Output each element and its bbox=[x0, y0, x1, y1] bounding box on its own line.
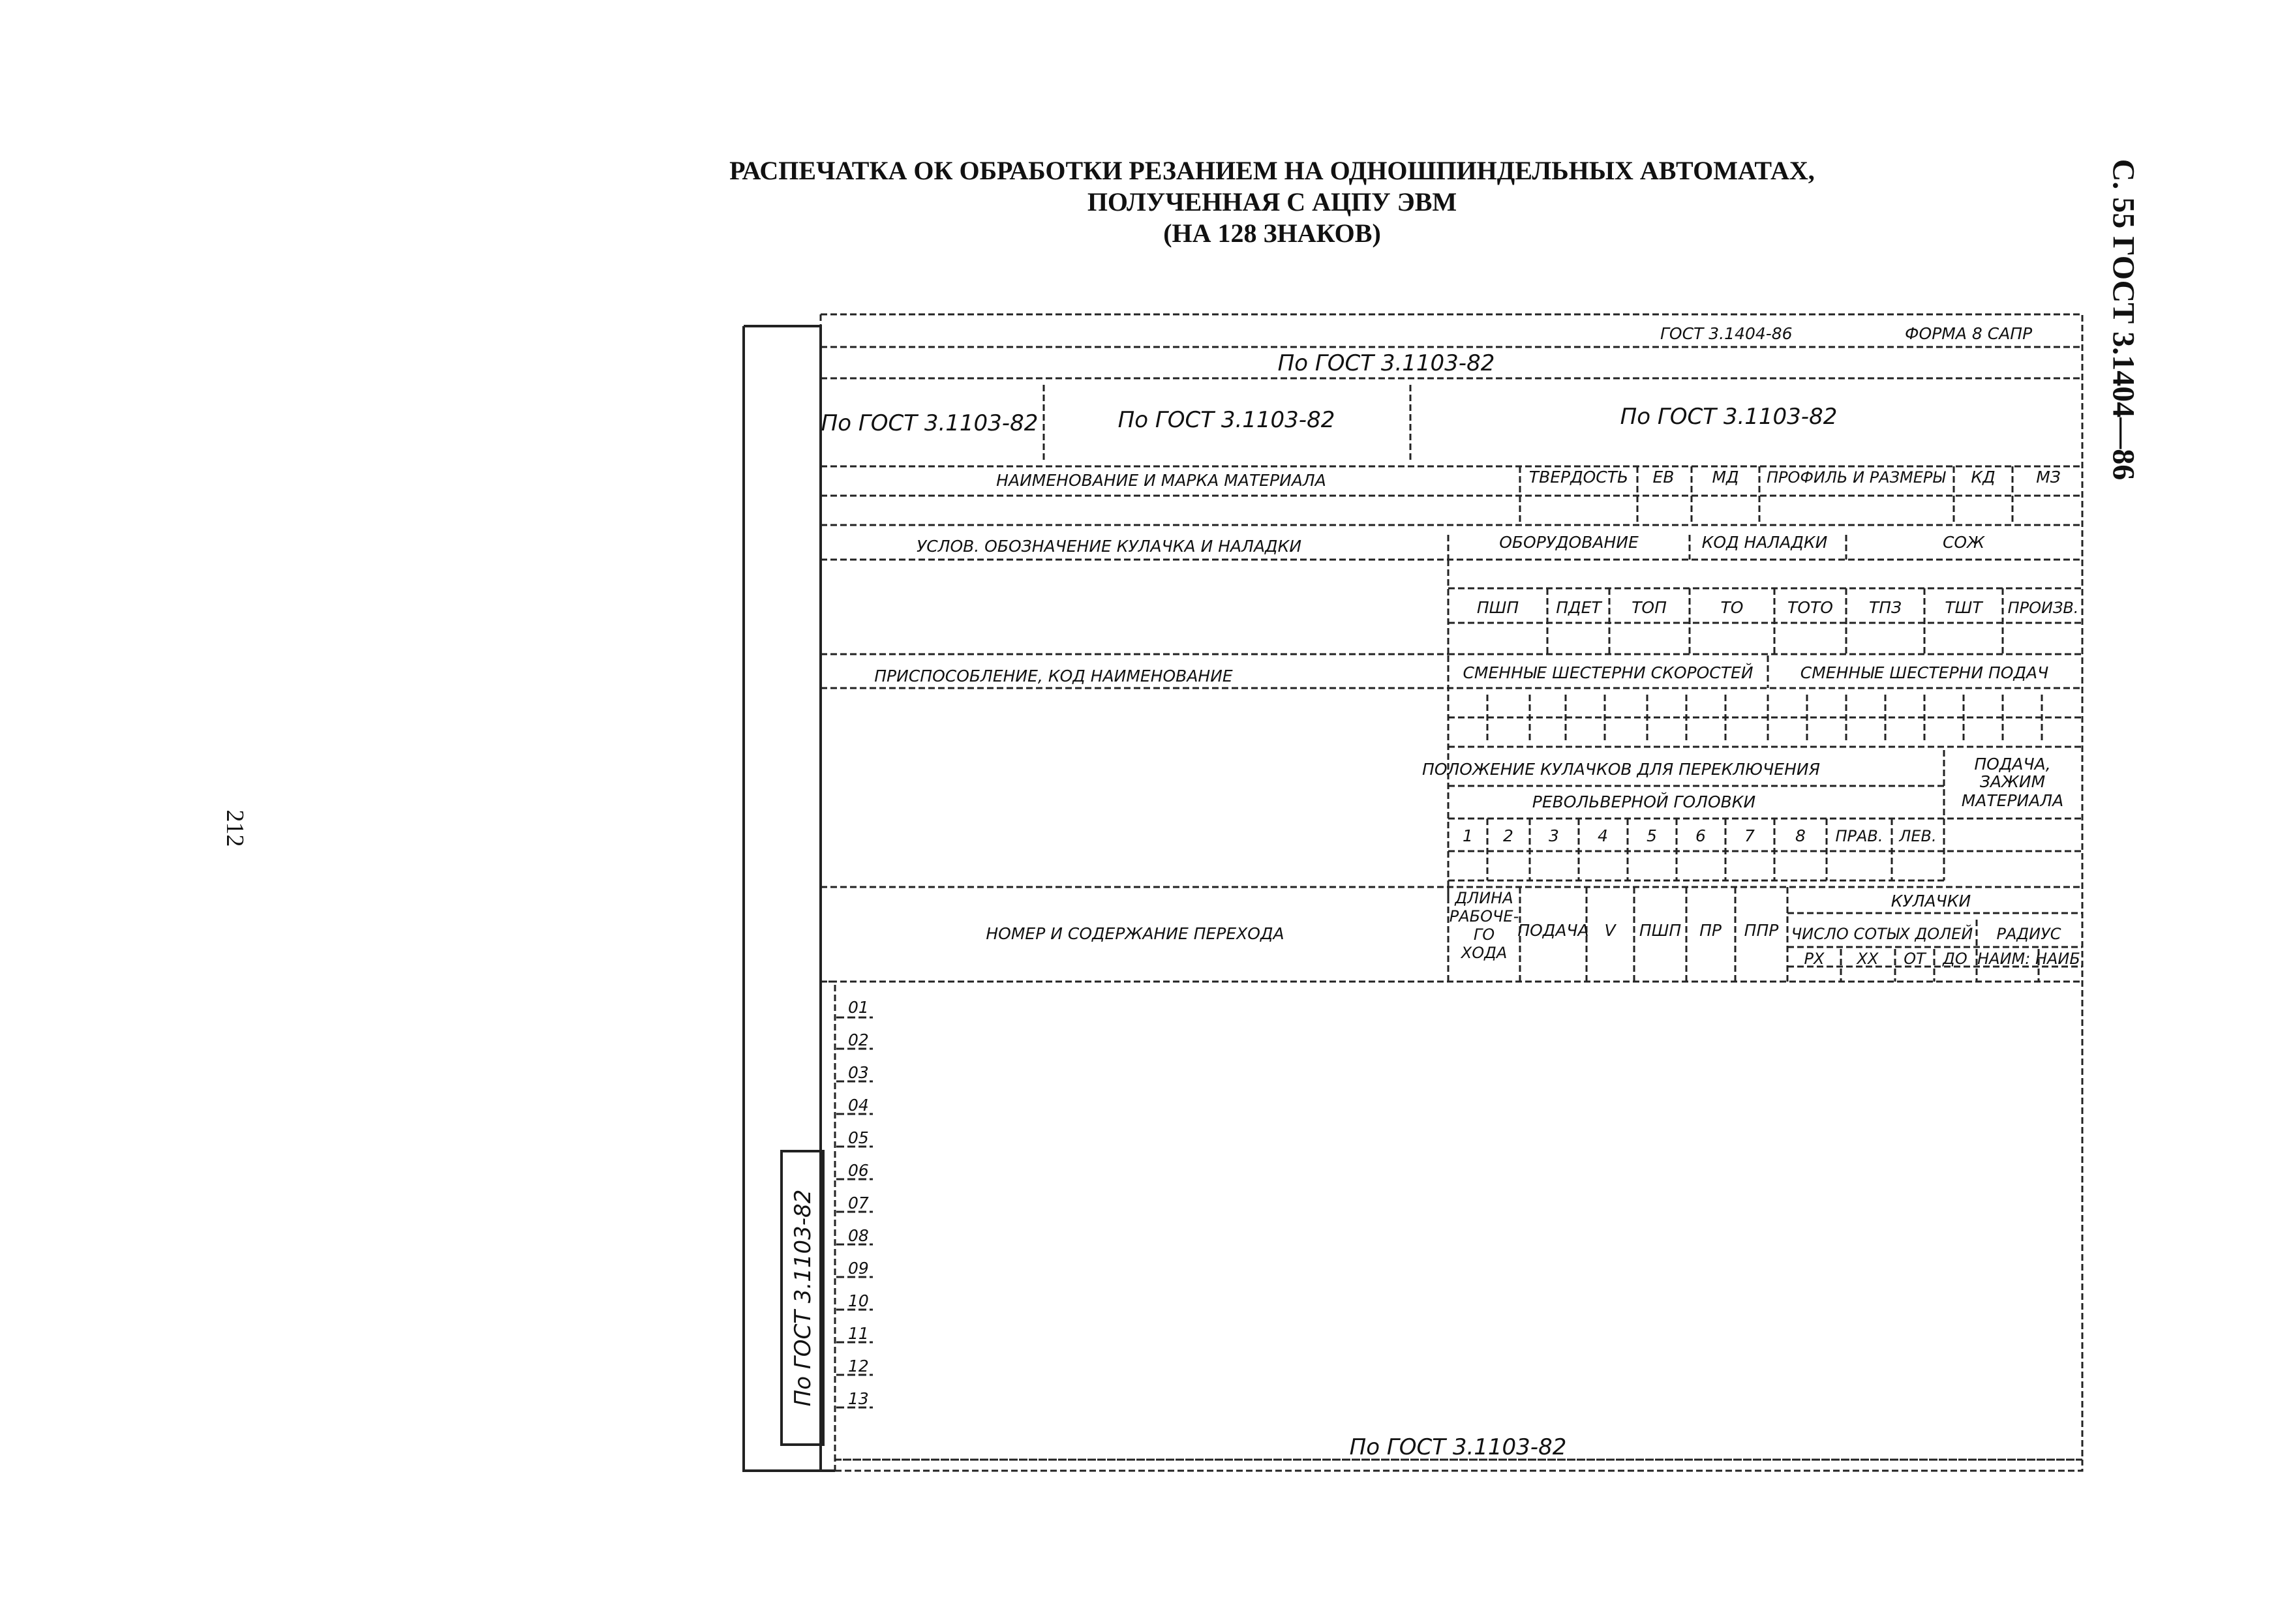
xx-label: ХХ bbox=[1857, 950, 1879, 968]
kd-label: КД bbox=[1971, 468, 1996, 487]
title-line-2: ПОЛУЧЕННАЯ С АЦПУ ЭВМ bbox=[1087, 187, 1457, 217]
right-label: ПРАВ. bbox=[1835, 827, 1883, 845]
title-line-1: РАСПЕЧАТКА ОК ОБРАБОТКИ РЕЗАНИЕМ НА ОДНОШПИНДЕЛЬНЫХ АВТОМАТАХ, bbox=[729, 156, 1815, 185]
fixture-label: ПРИСПОСОБЛЕНИЕ, КОД НАИМЕНОВАНИЕ bbox=[874, 667, 1233, 685]
feed-clamp-line-2: ЗАЖИМ bbox=[1979, 772, 2046, 791]
top-label: ТОП bbox=[1632, 598, 1667, 617]
position-5: 5 bbox=[1647, 826, 1657, 845]
speed-gears-label: СМЕННЫЕ ШЕСТЕРНИ СКОРОСТЕЙ bbox=[1463, 663, 1754, 682]
ev-label: ЕВ bbox=[1652, 468, 1675, 487]
hardness-label: ТВЕРДОСТЬ bbox=[1528, 468, 1629, 487]
row-number: 02 bbox=[848, 1030, 869, 1049]
position-7: 7 bbox=[1744, 826, 1755, 845]
cam-designation-label: УСЛОВ. ОБОЗНАЧЕНИЕ КУЛАЧКА И НАЛАДКИ bbox=[916, 537, 1302, 556]
ref-block-1: По ГОСТ 3.1103-82 bbox=[821, 410, 1039, 436]
radius-label: РАДИУС bbox=[1996, 925, 2061, 943]
position-8: 8 bbox=[1795, 826, 1806, 845]
row-number: 11 bbox=[848, 1324, 869, 1343]
cam-position-line-1: ПОЛОЖЕНИЕ КУЛАЧКОВ ДЛЯ ПЕРЕКЛЮЧЕНИЯ bbox=[1422, 760, 1820, 779]
feed-gears-label: СМЕННЫЕ ШЕСТЕРНИ ПОДАЧ bbox=[1800, 663, 2049, 682]
position-3: 3 bbox=[1549, 826, 1559, 845]
position-2: 2 bbox=[1503, 826, 1513, 845]
feed-label: ПОДАЧА bbox=[1517, 921, 1589, 940]
md-label: МД bbox=[1712, 468, 1739, 487]
row-number: 03 bbox=[848, 1063, 869, 1082]
row-number: 07 bbox=[848, 1194, 869, 1212]
cams-label: КУЛАЧКИ bbox=[1891, 892, 1971, 910]
stroke-line-4: ХОДА bbox=[1461, 944, 1508, 962]
feed-clamp-line-1: ПОДАЧА, bbox=[1974, 755, 2051, 774]
equipment-label: ОБОРУДОВАНИЕ bbox=[1499, 533, 1639, 552]
row-number: 13 bbox=[848, 1389, 869, 1408]
row-number: 10 bbox=[848, 1291, 869, 1310]
ref-block-3: По ГОСТ 3.1103-82 bbox=[1620, 404, 1838, 430]
row-number: 08 bbox=[848, 1226, 869, 1245]
v-label: V bbox=[1604, 921, 1616, 940]
row-number: 01 bbox=[848, 998, 869, 1017]
ppr-label: ППР bbox=[1744, 921, 1779, 940]
productivity-label: ПРОИЗВ. bbox=[2007, 599, 2079, 617]
header-gost: ГОСТ 3.1404-86 bbox=[1660, 324, 1793, 343]
to-range-label: ДО bbox=[1943, 950, 1967, 968]
tpz-label: ТПЗ bbox=[1868, 598, 1902, 617]
pshp-label: ПШП bbox=[1476, 598, 1519, 617]
mz-label: МЗ bbox=[2036, 468, 2061, 487]
feed-clamp-line-3: МАТЕРИАЛА bbox=[1961, 791, 2064, 810]
position-1: 1 bbox=[1463, 826, 1473, 845]
standard-code: С. 55 ГОСТ 3.1404—86 bbox=[2106, 158, 2141, 481]
toto-label: ТОТО bbox=[1787, 598, 1833, 617]
rx-label: РХ bbox=[1804, 950, 1825, 968]
coolant-label: СОЖ bbox=[1942, 533, 1985, 552]
position-6: 6 bbox=[1695, 826, 1706, 845]
ref-top: По ГОСТ 3.1103-82 bbox=[1277, 350, 1495, 376]
row-number: 09 bbox=[848, 1259, 869, 1278]
row-number: 05 bbox=[848, 1128, 869, 1147]
binding-strip bbox=[744, 326, 835, 1471]
stroke-line-3: ГО bbox=[1473, 925, 1495, 944]
ref-side-stamp: По ГОСТ 3.1103-82 bbox=[790, 1189, 816, 1407]
row-number: 06 bbox=[848, 1161, 869, 1180]
left-label: ЛЕВ. bbox=[1899, 827, 1937, 845]
title-line-3: (НА 128 ЗНАКОВ) bbox=[1163, 218, 1381, 248]
radius-min-max-label: НАИМ: НАИБ bbox=[1977, 950, 2080, 968]
pr-label: ПР bbox=[1699, 921, 1722, 940]
row-number: 12 bbox=[848, 1357, 869, 1376]
position-4: 4 bbox=[1598, 826, 1608, 845]
material-name-label: НАИМЕНОВАНИЕ И МАРКА МАТЕРИАЛА bbox=[996, 471, 1326, 490]
row-number: 04 bbox=[848, 1096, 869, 1115]
tsht-label: ТШТ bbox=[1945, 598, 1982, 617]
ref-block-2: По ГОСТ 3.1103-82 bbox=[1117, 407, 1335, 433]
page-number: 212 bbox=[221, 809, 249, 847]
ref-bottom: По ГОСТ 3.1103-82 bbox=[1349, 1434, 1567, 1460]
stroke-line-1: ДЛИНА bbox=[1455, 889, 1513, 907]
to-label: ТО bbox=[1720, 598, 1744, 617]
pshp-op-label: ПШП bbox=[1639, 921, 1682, 940]
pdet-label: ПДЕТ bbox=[1556, 598, 1602, 617]
hundredths-label: ЧИСЛО СОТЫХ ДОЛЕЙ bbox=[1791, 925, 1973, 943]
setup-code-label: КОД НАЛАДКИ bbox=[1701, 533, 1828, 552]
header-form: ФОРМА 8 САПР bbox=[1905, 324, 2033, 343]
from-label: ОТ bbox=[1904, 950, 1926, 968]
profile-label: ПРОФИЛЬ И РАЗМЕРЫ bbox=[1766, 468, 1946, 487]
cam-position-line-2: РЕВОЛЬВЕРНОЙ ГОЛОВКИ bbox=[1532, 792, 1756, 811]
stroke-line-2: РАБОЧЕ- bbox=[1449, 907, 1519, 925]
transition-label: НОМЕР И СОДЕРЖАНИЕ ПЕРЕХОДА bbox=[986, 924, 1284, 943]
